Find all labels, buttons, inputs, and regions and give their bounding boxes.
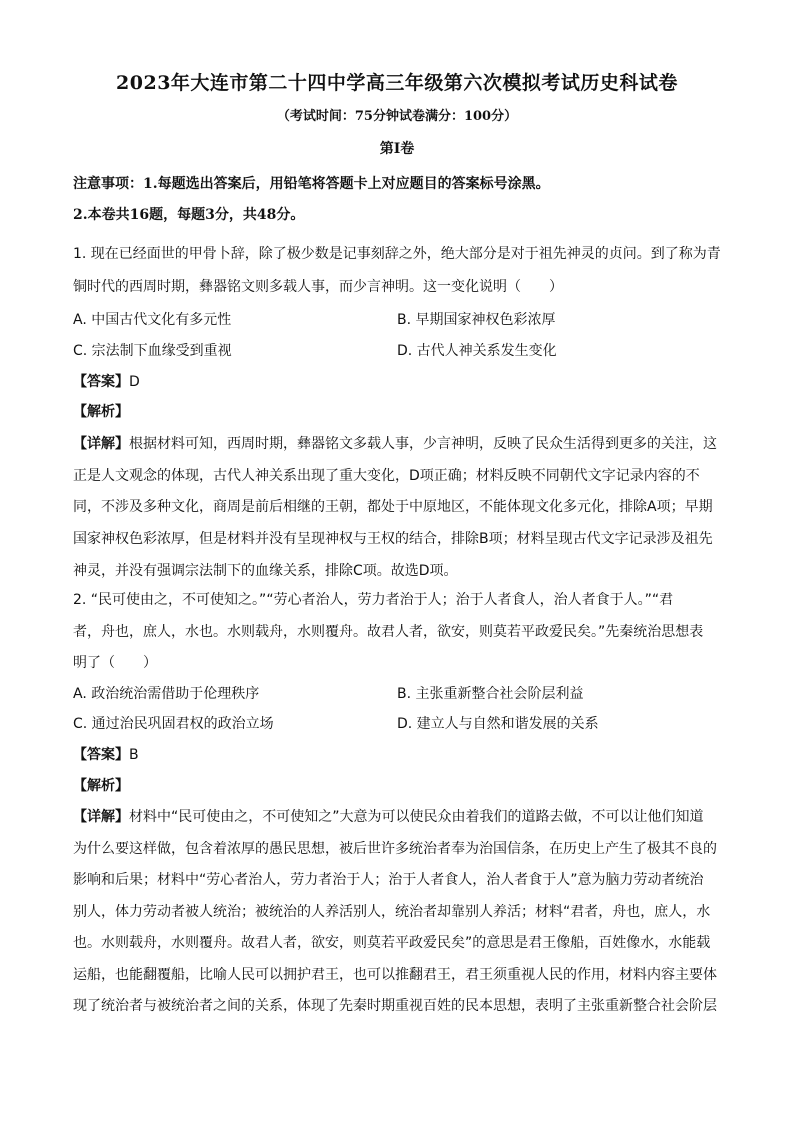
exam-subtitle: （考试时间：75分钟试卷满分：100分）: [276, 109, 518, 124]
q1-detail-label: 【详解】: [73, 436, 129, 452]
q2-detail-line: 现了统治者与被统治者之间的关系，体现了先秦时期重视百姓的民本思想，表明了主张重新整合社会阶层: [73, 998, 717, 1014]
q1-option-a: A. 中国古代文化有多元性: [73, 312, 232, 328]
q2-detail-label: 【详解】: [73, 809, 129, 825]
q2-detail-line: 也。水则载舟，水则覆舟。故君人者，欲安，则莫若平政爱民矣”的意思是君王像船，百姓像水，水能载: [73, 935, 711, 951]
q2-stem-line-3: 明了（ ）: [73, 655, 157, 671]
q2-detail-line: 别人，体力劳动者被人统治；被统治的人养活别人，统治者却靠别人养活；材料“君者，舟也，庶人，水: [73, 904, 711, 920]
q1-detail-line: 同，不涉及多种文化，商周是前后相继的王朝，都处于中原地区，不能体现文化多元化，排除A项；早期: [73, 499, 713, 515]
q1-analysis-label: 【解析】: [73, 404, 129, 420]
notice-line-1: 注意事项：1.每题选出答案后，用铅笔将答题卡上对应题目的答案标号涂黑。: [73, 176, 550, 192]
q2-detail-line: 影响和后果；材料中“劳心者治人，劳力者治于人；治于人者食人，治人者食于人”意为脑力劳动者统治: [73, 872, 704, 888]
q1-answer-label: 【答案】: [73, 374, 129, 390]
q2-option-d: D. 建立人与自然和谐发展的关系: [397, 716, 599, 732]
exam-title: 2023年大连市第二十四中学高三年级第六次模拟考试历史科试卷: [116, 72, 678, 94]
q1-detail-line: 神灵，并没有强调宗法制下的血缘关系，排除C项。故选D项。: [73, 563, 458, 579]
q2-detail-line: 为什么要这样做，包含着浓厚的愚民思想，被后世许多统治者奉为治国信条，在历史上产生了极其不良的: [73, 841, 717, 857]
q2-stem-line-1: 2. “民可使由之，不可使知之。”“劳心者治人，劳力者治于人；治于人者食人，治人者食于人。”“君: [73, 592, 674, 608]
q1-answer: [73, 371, 140, 391]
q1-detail-line: 正是人文观念的体现，古代人神关系出现了重大变化，D项正确；材料反映不同朝代文字记录内容的不: [73, 468, 700, 484]
q2-option-c: C. 通过治民巩固君权的政治立场: [73, 716, 274, 732]
q1-stem-line-1: 1. 现在已经面世的甲骨卜辞，除了极少数是记事刻辞之外，绝大部分是对于祖先神灵的贞问。到了称为青: [73, 246, 721, 262]
q2-option-a: A. 政治统治需借助于伦理秩序: [73, 686, 260, 702]
q2-detail-line: 【详解】材料中“民可使由之，不可使知之”大意为可以使民众由着我们的道路去做，不可以让他们知道: [73, 809, 704, 825]
q1-option-c: C. 宗法制下血缘受到重视: [73, 343, 232, 359]
q2-stem-line-2: 者，舟也，庶人，水也。水则载舟，水则覆舟。故君人者，欲安，则莫若平政爱民矣。”先秦统治思想表: [73, 624, 704, 640]
q1-answer-value: D: [129, 374, 140, 390]
q2-answer-value: B: [129, 747, 139, 763]
section-heading: 第Ⅰ卷: [379, 141, 415, 157]
q2-option-b: B. 主张重新整合社会阶层利益: [397, 686, 584, 702]
q1-option-b: B. 早期国家神权色彩浓厚: [397, 312, 556, 328]
q1-option-d: D. 古代人神关系发生变化: [397, 343, 557, 359]
q2-answer-label: 【答案】: [73, 747, 129, 763]
q1-detail-line: 国家神权色彩浓厚，但是材料并没有呈现神权与王权的结合，排除B项；材料呈现古代文字记录涉及祖先: [73, 531, 713, 547]
q1-stem-line-2: 铜时代的西周时期，彝器铭文则多载人事，而少言神明。这一变化说明（ ）: [73, 279, 563, 295]
notice-line-2: 2.本卷共16题，每题3分，共48分。: [73, 207, 305, 223]
q1-detail-line: 【详解】根据材料可知，西周时期，彝器铭文多载人事，少言神明，反映了民众生活得到更多的关注，这: [73, 436, 717, 452]
q2-detail-line: 运船，也能翻覆船，比喻人民可以拥护君王，也可以推翻君王，君王须重视人民的作用，材料内容主要体: [73, 967, 717, 983]
q2-analysis-label: 【解析】: [73, 778, 129, 794]
q2-answer: [73, 744, 139, 764]
